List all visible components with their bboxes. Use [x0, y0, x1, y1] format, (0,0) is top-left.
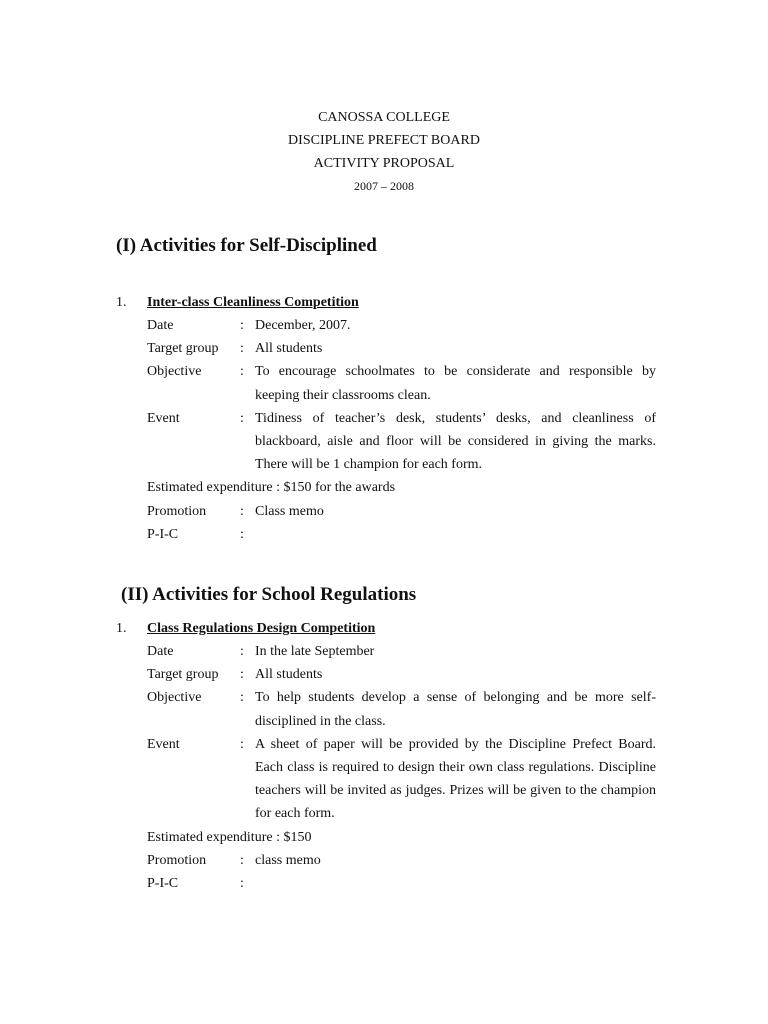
activity-title: Inter-class Cleanliness Competition: [147, 295, 359, 310]
section-title-school-regulations: (II) Activities for School Regulations: [121, 584, 417, 605]
field-value: [255, 523, 656, 546]
activity-number: 1.: [116, 621, 127, 636]
field-value: Tidiness of teacher’s desk, students’ desks, and cleanliness of blackboard, aisle and floor will be considered in giving the marks. There will be 1 champion for each form.: [255, 410, 656, 473]
school-name: CANOSSA COLLEGE: [318, 110, 450, 125]
field-label: Target group: [147, 341, 219, 357]
field-label: P-I-C: [147, 526, 179, 542]
activity-heading: [116, 291, 656, 314]
field-objective: [147, 686, 656, 732]
field-value: A sheet of paper will be provided by the Discipline Prefect Board. Each class is required to design their own class regulations. Discipline teachers will be invited as judges. Prizes will be given to the champion for each form.: [255, 736, 656, 822]
field-colon: :: [240, 644, 244, 659]
field-label: P-I-C: [147, 876, 179, 892]
field-value: class memo: [255, 852, 321, 868]
academic-years: 2007 – 2008: [354, 179, 414, 193]
field-label: Objective: [147, 690, 202, 706]
field-objective: [147, 360, 656, 406]
field-value: All students: [255, 341, 323, 357]
activity-title: Class Regulations Design Competition: [147, 621, 376, 636]
field-label: Objective: [147, 364, 202, 380]
field-target-group: [147, 337, 656, 360]
field-colon: :: [240, 503, 244, 519]
section-title-self-disciplined: (I) Activities for Self-Disciplined: [116, 235, 377, 256]
field-value: In the late September: [255, 644, 375, 659]
field-value: [255, 872, 656, 895]
field-colon: :: [240, 736, 244, 752]
field-label: Event: [147, 410, 180, 426]
field-label: Event: [147, 736, 180, 752]
field-date: [147, 640, 656, 663]
field-event: [147, 733, 656, 826]
estimated-expenditure: Estimated expenditure : $150: [147, 829, 312, 845]
field-pic: [147, 872, 656, 895]
field-colon: :: [240, 341, 244, 357]
activity-item-class-regulations: [116, 617, 656, 895]
field-event: [147, 407, 656, 477]
field-colon: :: [240, 667, 244, 683]
field-value: To encourage schoolmates to be considerate and responsible by keeping their classrooms clean.: [255, 364, 656, 403]
board-name: DISCIPLINE PREFECT BOARD: [288, 133, 480, 148]
activity-number: 1.: [116, 295, 127, 310]
field-date: [147, 314, 656, 337]
field-value: All students: [255, 667, 323, 683]
field-colon: :: [240, 410, 244, 426]
field-promotion: [147, 849, 656, 872]
field-value: December, 2007.: [255, 318, 351, 333]
document-header: [0, 106, 768, 198]
document-title: ACTIVITY PROPOSAL: [313, 156, 455, 171]
field-colon: :: [240, 852, 244, 868]
field-value: To help students develop a sense of belonging and be more self-disciplined in the class.: [255, 690, 656, 729]
field-label: Target group: [147, 667, 219, 683]
field-colon: :: [240, 364, 244, 380]
field-colon: :: [240, 318, 244, 333]
field-promotion: [147, 500, 656, 523]
estimated-expenditure: Estimated expenditure : $150 for the awards: [147, 480, 396, 496]
field-label: Promotion: [147, 503, 207, 519]
field-value: Class memo: [255, 503, 324, 519]
activity-heading: [116, 617, 656, 640]
field-target-group: [147, 663, 656, 686]
field-label: Promotion: [147, 852, 207, 868]
field-colon: :: [240, 876, 244, 892]
field-label: Date: [147, 644, 174, 659]
field-label: Date: [147, 318, 174, 333]
field-pic: [147, 523, 656, 546]
field-colon: :: [240, 526, 244, 542]
activity-item-cleanliness: [116, 291, 656, 546]
field-colon: :: [240, 690, 244, 706]
